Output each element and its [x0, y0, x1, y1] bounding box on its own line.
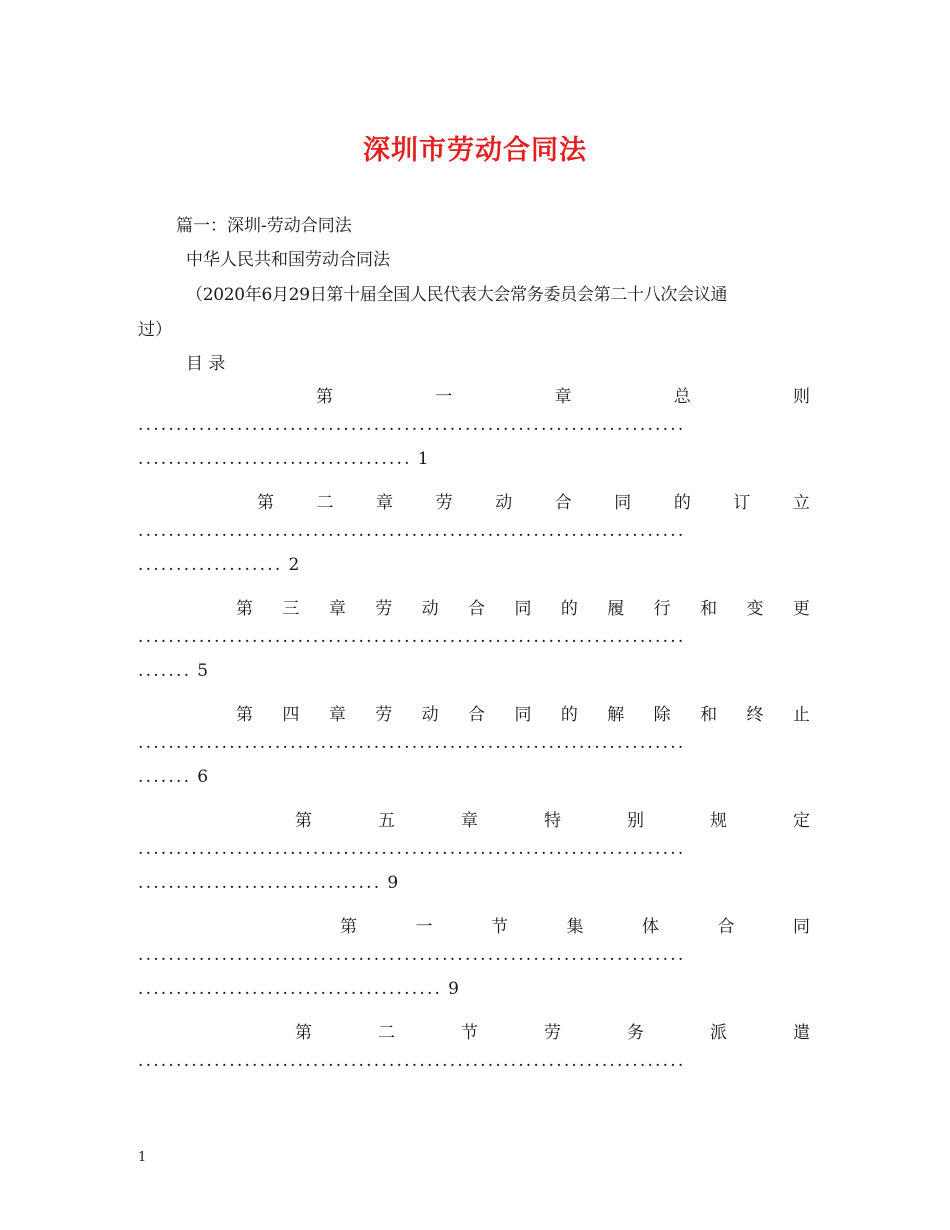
toc-entry-title — [236, 594, 810, 619]
page-number: 1 — [138, 1150, 147, 1165]
toc-leader-dots-end: ....... — [138, 767, 192, 787]
toc-title-char: 同 — [514, 705, 532, 725]
section-heading: 篇一：深圳-劳动合同法 — [176, 216, 352, 236]
toc-title-char: 合 — [468, 599, 486, 619]
toc-leader-end — [138, 449, 429, 469]
toc-title-char: 劳 — [544, 1023, 561, 1043]
toc-title-char: 同 — [614, 493, 632, 513]
toc-title-char: 定 — [793, 811, 810, 831]
toc-title-char: 规 — [710, 811, 727, 831]
toc-title-char: 除 — [653, 705, 671, 725]
toc-title-char: 合 — [468, 705, 486, 725]
toc-title-char: 止 — [792, 705, 810, 725]
toc-title-char: 四 — [282, 705, 300, 725]
toc-page-number: 9 — [387, 873, 399, 893]
toc-entry-title — [295, 1018, 810, 1043]
toc-entry-title — [340, 912, 810, 937]
toc-title-char: 遣 — [793, 1023, 810, 1043]
toc-title-char: 章 — [554, 387, 572, 407]
toc-title-char: 动 — [495, 493, 513, 513]
toc-title-char: 总 — [673, 387, 691, 407]
toc-title-char: 的 — [560, 599, 578, 619]
toc-title-char: 别 — [627, 811, 644, 831]
toc-title-char: 集 — [566, 917, 584, 937]
toc-title-char: 劳 — [435, 493, 453, 513]
toc-title-char: 更 — [792, 599, 810, 619]
toc-entry-title — [316, 382, 810, 407]
toc-title-char: 合 — [554, 493, 572, 513]
toc-title-char: 同 — [514, 599, 532, 619]
toc-title-char: 二 — [316, 493, 334, 513]
toc-title-char: 动 — [421, 599, 439, 619]
passage-note-line2: 过） — [138, 320, 172, 340]
toc-title-char: 则 — [793, 387, 810, 407]
toc-leader-dots-end: ........................................ — [138, 979, 443, 999]
toc-title-char: 动 — [421, 705, 439, 725]
document-title: 深圳市劳动合同法 — [363, 135, 587, 166]
toc-title-char: 章 — [328, 705, 346, 725]
toc-title-char: 劳 — [375, 599, 393, 619]
toc-title-char: 行 — [653, 599, 671, 619]
toc-title-char: 第 — [316, 387, 333, 407]
toc-title-char: 和 — [700, 705, 718, 725]
toc-title-char: 节 — [491, 917, 508, 937]
toc-title-char: 章 — [376, 493, 394, 513]
toc-leader-dots: ........................................................................ — [138, 415, 686, 435]
toc-entry-title — [236, 700, 810, 725]
toc-page-number: 2 — [288, 555, 300, 575]
toc-title-char: 一 — [415, 917, 433, 937]
toc-title-char: 三 — [282, 599, 300, 619]
toc-leader-end — [138, 979, 459, 999]
toc-page-number: 6 — [197, 767, 209, 787]
toc-leader-dots: ........................................................................ — [138, 733, 686, 753]
toc-leader-end — [138, 873, 398, 893]
toc-title-char: 第 — [257, 493, 274, 513]
toc-title-char: 变 — [746, 599, 764, 619]
toc-title-char: 第 — [340, 917, 357, 937]
passage-note-line1: （2020年6月29日第十届全国人民代表大会常务委员会第二十八次会议通 — [186, 285, 728, 305]
law-name: 中华人民共和国劳动合同法 — [186, 250, 390, 270]
toc-leader-dots: ........................................................................ — [138, 945, 686, 965]
toc-title-char: 第 — [236, 599, 253, 619]
toc-title-char: 节 — [461, 1023, 478, 1043]
toc-leader-end — [138, 555, 299, 575]
toc-title-char: 第 — [236, 705, 253, 725]
toc-leader-dots-end: ....... — [138, 661, 192, 681]
toc-title-char: 二 — [378, 1023, 395, 1043]
toc-leader-dots: ........................................................................ — [138, 1051, 686, 1071]
toc-title-char: 的 — [560, 705, 578, 725]
toc-entry-title — [257, 488, 810, 513]
toc-title-char: 第 — [295, 1023, 312, 1043]
toc-heading: 目 录 — [186, 354, 226, 374]
toc-leader-dots-end: .................................... — [138, 449, 412, 469]
toc-title-char: 的 — [673, 493, 691, 513]
toc-leader-dots-end: ................... — [138, 555, 283, 575]
toc-leader-dots: ........................................................................ — [138, 839, 686, 859]
toc-title-char: 第 — [295, 811, 312, 831]
toc-title-char: 章 — [461, 811, 478, 831]
toc-entry-title — [295, 806, 810, 831]
toc-title-char: 务 — [627, 1023, 644, 1043]
toc-title-char: 一 — [435, 387, 453, 407]
toc-page-number: 9 — [448, 979, 459, 999]
toc-title-char: 派 — [710, 1023, 727, 1043]
toc-page-number: 1 — [417, 449, 429, 469]
toc-title-char: 履 — [607, 599, 625, 619]
toc-leader-dots-end: ................................ — [138, 873, 382, 893]
toc-leader-end — [138, 767, 208, 787]
toc-title-char: 同 — [793, 917, 810, 937]
toc-leader-dots: ........................................................................ — [138, 521, 686, 541]
toc-leader-end — [138, 661, 208, 681]
toc-title-char: 和 — [700, 599, 718, 619]
toc-title-char: 订 — [733, 493, 751, 513]
toc-title-char: 立 — [792, 493, 810, 513]
toc-title-char: 章 — [328, 599, 346, 619]
toc-title-char: 劳 — [375, 705, 393, 725]
toc-title-char: 体 — [642, 917, 659, 937]
toc-title-char: 五 — [378, 811, 395, 831]
toc-title-char: 合 — [717, 917, 735, 937]
toc-leader-dots: ........................................................................ — [138, 627, 686, 647]
toc-title-char: 终 — [746, 705, 764, 725]
toc-title-char: 特 — [544, 811, 561, 831]
toc-page-number: 5 — [197, 661, 209, 681]
toc-title-char: 解 — [607, 705, 625, 725]
